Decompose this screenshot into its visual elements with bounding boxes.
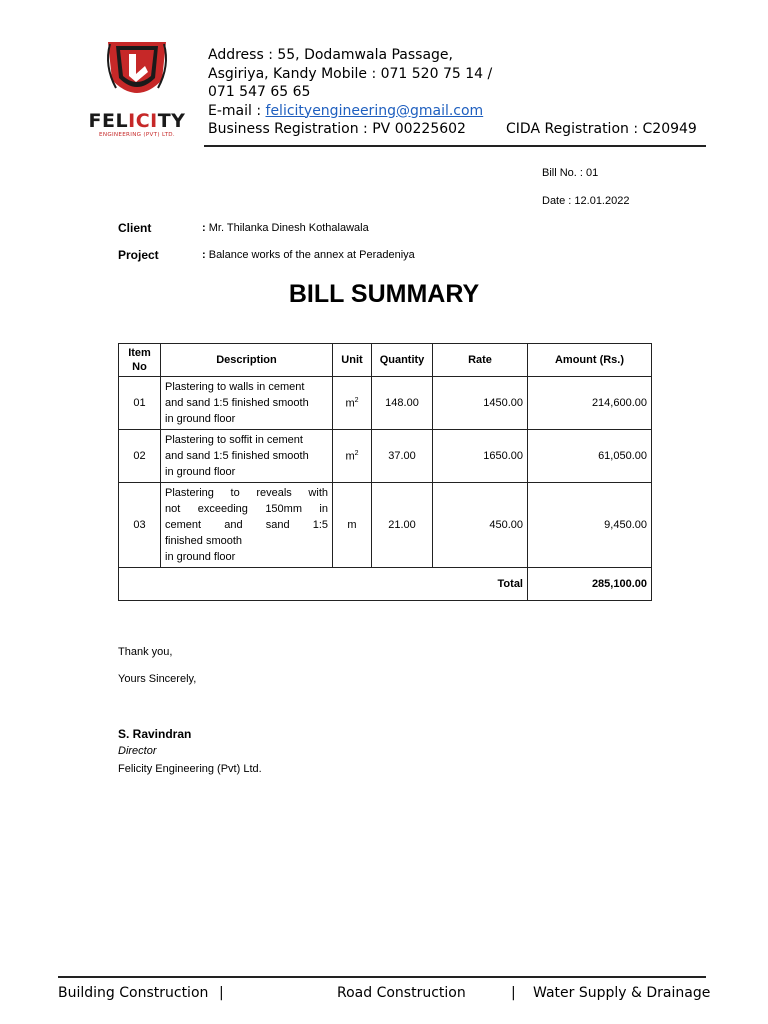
email-link[interactable]: felicityengineering@gmail.com [265, 102, 484, 119]
header-item-line: No [132, 361, 147, 373]
header-quantity: Quantity [372, 344, 433, 377]
logo-word-part: TY [157, 110, 186, 132]
signatory-position: Director [118, 745, 157, 757]
description-line: not exceeding 150mm in [165, 503, 328, 515]
description-cell [161, 377, 333, 430]
table-row [119, 377, 652, 430]
registration-line [208, 120, 708, 139]
description-line: Plastering to walls in cement [165, 381, 305, 393]
description-line: Plastering to soffit in cement [165, 434, 303, 446]
description-line: in ground floor [165, 413, 236, 425]
rate-cell: 1450.00 [433, 377, 528, 430]
description-cell [161, 483, 333, 568]
logo-subtitle: ENGINEERING (PVT) LTD. [99, 132, 175, 138]
table-header-row [119, 344, 652, 377]
footer-divider [58, 976, 706, 978]
address-line: 071 547 65 65 [208, 84, 311, 100]
signatory-name: S. Ravindran [118, 727, 192, 741]
company-logo [76, 36, 198, 142]
description-line: and sand 1:5 finished smooth [165, 397, 309, 409]
quantity-cell: 148.00 [372, 377, 433, 430]
client-label: Client [118, 221, 152, 235]
email-label: E-mail : [208, 102, 266, 119]
unit-cell [333, 483, 372, 568]
header-amount: Amount (Rs.) [528, 344, 652, 377]
footer-service-road: Road Construction [337, 985, 466, 1001]
description-line: in ground floor [165, 466, 236, 478]
address-block [208, 46, 708, 139]
client-name: Mr. Thilanka Dinesh Kothalawala [205, 222, 369, 234]
logo-word-part: FEL [88, 110, 129, 132]
email-line [208, 102, 708, 121]
item-no-cell: 03 [119, 483, 161, 568]
rate-cell: 1650.00 [433, 430, 528, 483]
project-description: Balance works of the annex at Peradeniya [205, 249, 415, 261]
total-label: Total [119, 568, 528, 601]
description-line: and sand 1:5 finished smooth [165, 450, 309, 462]
project-colon: : [202, 249, 206, 261]
unit-cell [333, 430, 372, 483]
header-rate: Rate [433, 344, 528, 377]
item-no-cell: 01 [119, 377, 161, 430]
unit-text: m [345, 397, 355, 410]
amount-cell: 9,450.00 [528, 483, 652, 568]
quantity-cell: 37.00 [372, 430, 433, 483]
footer-separator: | [511, 985, 516, 1001]
signatory-company: Felicity Engineering (Pvt) Ltd. [118, 763, 262, 775]
quantity-cell: 21.00 [372, 483, 433, 568]
business-registration: Business Registration : PV 00225602 [208, 121, 466, 137]
header-item-line: Item [128, 347, 151, 359]
unit-text: m [347, 519, 357, 531]
yours-sincerely-text: Yours Sincerely, [118, 673, 197, 685]
unit-superscript: 2 [354, 396, 359, 404]
address-line: Asgiriya, Kandy Mobile : 071 520 75 14 / [208, 65, 493, 82]
document-title: BILL SUMMARY [288, 280, 480, 308]
felicity-shield-logo-icon [76, 36, 198, 110]
unit-text: m [345, 450, 355, 463]
client-line [202, 222, 369, 234]
description-line: cement and sand 1:5 [165, 519, 328, 531]
item-no-cell: 02 [119, 430, 161, 483]
total-amount: 285,100.00 [528, 568, 652, 601]
table-row [119, 483, 652, 568]
header-description: Description [161, 344, 333, 377]
description-line: in ground floor [165, 551, 236, 563]
address-line: Address : 55, Dodamwala Passage, [208, 47, 453, 63]
project-label: Project [118, 248, 159, 262]
footer-service-water: Water Supply & Drainage [533, 985, 711, 1001]
amount-cell: 61,050.00 [528, 430, 652, 483]
footer-service-building: Building Construction [58, 985, 209, 1001]
footer-separator: | [219, 985, 224, 1001]
header-divider [204, 145, 706, 147]
project-line [202, 249, 415, 261]
bill-table [118, 343, 652, 601]
bill-date: Date : 12.01.2022 [542, 195, 630, 207]
description-line: Plastering to reveals with [165, 487, 328, 499]
header-item-no [119, 344, 161, 377]
logo-wordmark [76, 110, 198, 132]
rate-cell: 450.00 [433, 483, 528, 568]
amount-cell: 214,600.00 [528, 377, 652, 430]
table-row [119, 430, 652, 483]
total-row [119, 568, 652, 601]
header-unit: Unit [333, 344, 372, 377]
cida-registration: CIDA Registration : C20949 [506, 121, 697, 137]
unit-cell [333, 377, 372, 430]
logo-word-part: ICI [128, 110, 158, 132]
description-line: finished smooth [165, 535, 243, 547]
description-cell [161, 430, 333, 483]
unit-superscript: 2 [354, 449, 359, 457]
bill-number: Bill No. : 01 [542, 167, 599, 179]
thank-you-text: Thank you, [118, 646, 173, 658]
client-colon: : [202, 222, 206, 234]
